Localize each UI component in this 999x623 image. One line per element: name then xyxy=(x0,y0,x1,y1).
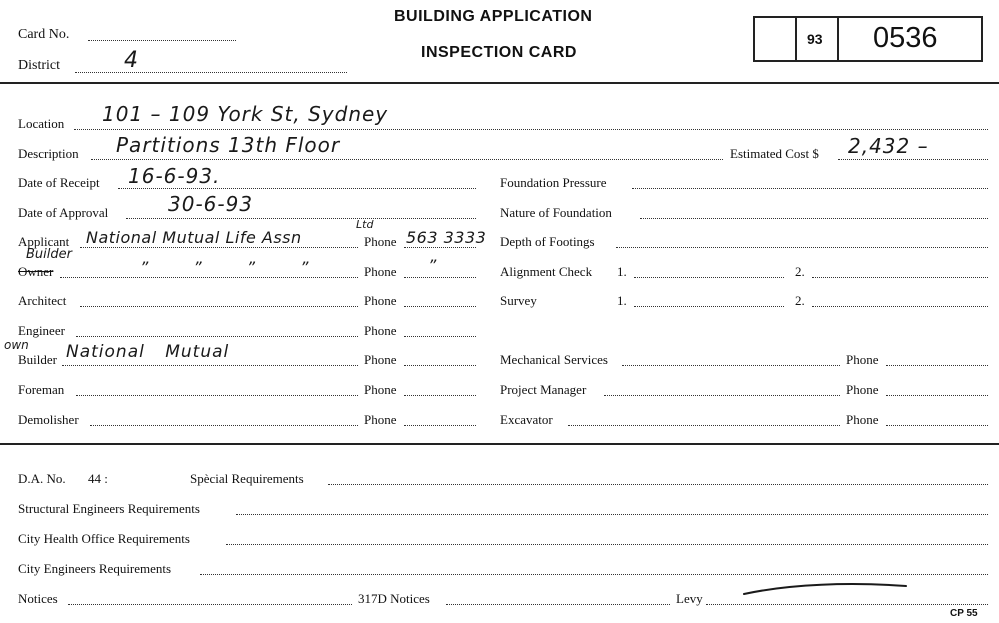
structural-requirements-field[interactable] xyxy=(236,514,988,515)
demolisher-field[interactable] xyxy=(90,425,358,426)
owner-phone-value: ” xyxy=(428,256,438,275)
owner-label: Owner xyxy=(18,264,54,279)
form-code: CP 55 xyxy=(950,608,978,619)
location-label: Location xyxy=(18,116,65,131)
applicant-value: National Mutual Life Assn xyxy=(86,228,302,247)
project-manager-phone-label: Phone xyxy=(846,382,879,397)
survey-2-field[interactable] xyxy=(812,306,988,307)
card-no-field[interactable] xyxy=(88,40,236,41)
nature-of-foundation-field[interactable] xyxy=(640,218,988,219)
applicant-field[interactable] xyxy=(80,247,358,248)
engineer-field[interactable] xyxy=(76,336,358,337)
architect-field[interactable] xyxy=(80,306,358,307)
demolisher-label: Demolisher xyxy=(18,412,79,427)
levy-field[interactable] xyxy=(706,604,988,605)
excavator-phone-field[interactable] xyxy=(886,425,988,426)
builder-value: National Mutual xyxy=(66,342,230,362)
excavator-phone-label: Phone xyxy=(846,412,879,427)
builder-label: Builder xyxy=(18,352,57,367)
applicant-phone-label: Phone xyxy=(364,234,397,249)
notices-label: Notices xyxy=(18,591,58,606)
demolisher-phone-label: Phone xyxy=(364,412,397,427)
levy-pen-stroke xyxy=(740,578,910,600)
location-value: 101 – 109 York St, Sydney xyxy=(102,102,389,126)
estimated-cost-label: Estimated Cost $ xyxy=(730,146,819,161)
date-of-approval-value: 30-6-93 xyxy=(168,192,254,216)
date-of-receipt-label: Date of Receipt xyxy=(18,175,100,190)
project-manager-phone-field[interactable] xyxy=(886,395,988,396)
da-no-label: D.A. No. xyxy=(18,471,66,486)
applicant-ltd: Ltd xyxy=(356,218,374,231)
notices-317d-label: 317D Notices xyxy=(358,591,430,606)
location-field[interactable] xyxy=(74,129,988,130)
mechanical-services-field[interactable] xyxy=(622,365,840,366)
estimated-cost-field[interactable] xyxy=(838,159,988,160)
foundation-pressure-field[interactable] xyxy=(632,188,988,189)
applicant-label: Applicant xyxy=(18,234,70,249)
description-value: Partitions 13th Floor xyxy=(116,133,341,157)
form-title-line1: BUILDING APPLICATION xyxy=(394,8,593,25)
mechanical-phone-field[interactable] xyxy=(886,365,988,366)
engineer-phone-field[interactable] xyxy=(404,336,476,337)
owner-overwrite: Builder xyxy=(26,247,72,262)
builder-overwrite: own xyxy=(4,338,29,352)
mechanical-services-label: Mechanical Services xyxy=(500,352,608,367)
levy-label: Levy xyxy=(676,591,703,606)
alignment-check-1-field[interactable] xyxy=(634,277,784,278)
excavator-field[interactable] xyxy=(568,425,840,426)
survey-1-field[interactable] xyxy=(634,306,784,307)
owner-phone-label: Phone xyxy=(364,264,397,279)
foreman-label: Foreman xyxy=(18,382,65,397)
survey-2-label: 2. xyxy=(795,293,805,308)
alignment-check-2-label: 2. xyxy=(795,264,805,279)
depth-of-footings-label: Depth of Footings xyxy=(500,234,595,249)
builder-phone-label: Phone xyxy=(364,352,397,367)
district-label: District xyxy=(18,58,60,73)
engineer-phone-label: Phone xyxy=(364,323,397,338)
structural-requirements-label: Structural Engineers Requirements xyxy=(18,501,200,516)
applicant-phone-field[interactable] xyxy=(404,247,476,248)
excavator-label: Excavator xyxy=(500,412,553,427)
health-requirements-label: City Health Office Requirements xyxy=(18,531,190,546)
project-manager-label: Project Manager xyxy=(500,382,587,397)
health-requirements-field[interactable] xyxy=(226,544,988,545)
owner-field[interactable] xyxy=(60,277,358,278)
foreman-phone-label: Phone xyxy=(364,382,397,397)
survey-label: Survey xyxy=(500,293,537,308)
date-of-receipt-field[interactable] xyxy=(118,188,476,189)
date-of-approval-label: Date of Approval xyxy=(18,205,109,220)
foreman-phone-field[interactable] xyxy=(404,395,476,396)
details-divider xyxy=(0,443,999,445)
alignment-check-1-label: 1. xyxy=(617,264,627,279)
foundation-pressure-label: Foundation Pressure xyxy=(500,175,607,190)
depth-of-footings-field[interactable] xyxy=(616,247,988,248)
form-title-line2: INSPECTION CARD xyxy=(421,44,577,61)
district-value: 4 xyxy=(124,48,139,73)
da-no-value: 44 : xyxy=(88,471,108,486)
city-engineers-requirements-label: City Engineers Requirements xyxy=(18,561,172,576)
card-number-value: 0536 xyxy=(873,22,938,54)
project-manager-field[interactable] xyxy=(604,395,840,396)
special-requirements-label: Spècial Requirements xyxy=(190,471,304,486)
builder-field[interactable] xyxy=(62,365,358,366)
architect-label: Architect xyxy=(18,293,67,308)
owner-phone-field[interactable] xyxy=(404,277,476,278)
notices-317d-field[interactable] xyxy=(446,604,670,605)
card-no-label: Card No. xyxy=(18,27,70,42)
mechanical-phone-label: Phone xyxy=(846,352,879,367)
city-engineers-requirements-field[interactable] xyxy=(200,574,988,575)
description-field[interactable] xyxy=(91,159,723,160)
date-of-approval-field[interactable] xyxy=(126,218,476,219)
engineer-label: Engineer xyxy=(18,323,65,338)
special-requirements-field[interactable] xyxy=(328,484,988,485)
applicant-phone-value: 563 3333 xyxy=(406,228,487,247)
alignment-check-2-field[interactable] xyxy=(812,277,988,278)
builder-phone-field[interactable] xyxy=(404,365,476,366)
estimated-cost-value: 2,432 – xyxy=(848,134,929,158)
demolisher-phone-field[interactable] xyxy=(404,425,476,426)
description-label: Description xyxy=(18,146,79,161)
survey-1-label: 1. xyxy=(617,293,627,308)
header-divider xyxy=(0,82,999,84)
date-of-receipt-value: 16-6-93. xyxy=(128,164,221,188)
notices-field[interactable] xyxy=(68,604,352,605)
card-year-value: 93 xyxy=(807,31,823,47)
nature-of-foundation-label: Nature of Foundation xyxy=(500,205,612,220)
card-number-box xyxy=(753,16,983,62)
foreman-field[interactable] xyxy=(76,395,358,396)
architect-phone-label: Phone xyxy=(364,293,397,308)
alignment-check-label: Alignment Check xyxy=(500,264,593,279)
owner-value: ” ” ” ” xyxy=(140,258,310,277)
district-field[interactable] xyxy=(75,72,347,73)
architect-phone-field[interactable] xyxy=(404,306,476,307)
